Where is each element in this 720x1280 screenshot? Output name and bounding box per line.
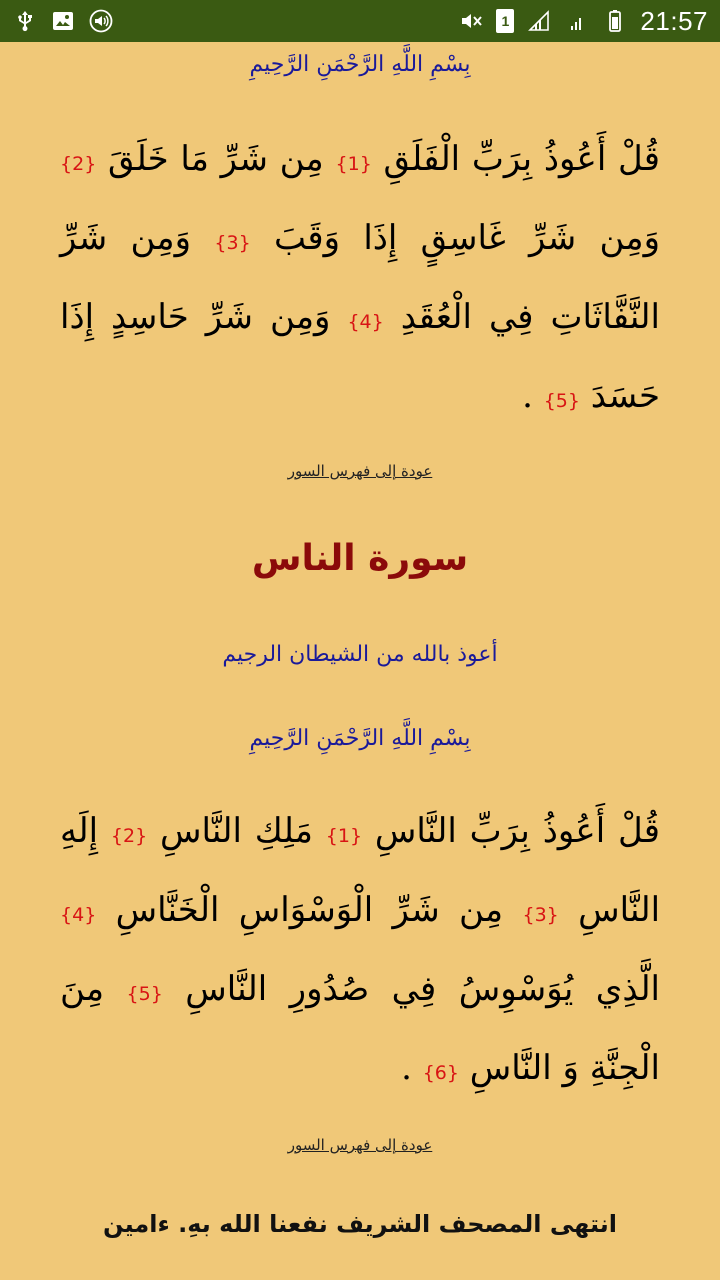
ayah-text: مِنَ الْجِنَّةِ وَ النَّاسِ — [60, 969, 660, 1088]
back-to-index-label[interactable]: عودة إلى فهرس السور — [287, 1136, 433, 1154]
basmala-falaq: بِسْمِ اللَّهِ الرَّحْمَنِ الرَّحِيمِ — [249, 52, 471, 77]
ayah-number: {3} — [522, 904, 559, 926]
ayah-number: {1} — [325, 825, 363, 847]
volume-icon — [88, 8, 114, 34]
basmala-nas: بِسْمِ اللَّهِ الرَّحْمَنِ الرَّحِيمِ — [249, 726, 471, 751]
ayah-text: وَمِن شَرِّ النَّفَّاثَاتِ فِي الْعُقَدِ — [60, 218, 660, 337]
usb-debug-icon — [12, 8, 38, 34]
ayah-number: {4} — [60, 904, 97, 926]
mute-icon — [458, 8, 484, 34]
ayah-number: {3} — [214, 232, 251, 254]
ayah-text: إِلَهِ النَّاسِ — [60, 811, 661, 930]
status-bar-right — [458, 6, 708, 37]
back-to-index-label[interactable]: عودة إلى فهرس السور — [287, 462, 433, 480]
ayah-number: {1} — [335, 153, 372, 175]
ayah-text: وَمِن شَرِّ غَاسِقٍ إِذَا وَقَبَ — [273, 218, 660, 258]
ayat-nas — [60, 794, 660, 1110]
ayah-number: {2} — [110, 825, 148, 847]
closing-text: انتهى المصحف الشريف نفعنا الله بهِ. ءامين — [103, 1210, 617, 1238]
status-bar-left — [12, 8, 114, 34]
ayah-number: {6} — [422, 1062, 459, 1084]
ayah-number: {5} — [126, 983, 163, 1005]
ayah-text: مِن شَرِّ مَا خَلَقَ — [108, 139, 324, 179]
ayah-text: مَلِكِ النَّاسِ — [160, 811, 313, 851]
sim-icon: 1 — [496, 9, 514, 33]
ayah-text: قُلْ أَعُوذُ بِرَبِّ الْفَلَقِ — [383, 139, 660, 179]
ayah-text: قُلْ أَعُوذُ بِرَبِّ النَّاسِ — [374, 811, 660, 851]
ayah-text: الَّذِي يُوَسْوِسُ فِي صُدُورِ النَّاسِ — [185, 969, 660, 1009]
back-to-index-link[interactable] — [0, 462, 720, 480]
ayat-falaq — [60, 122, 660, 438]
ayah-number: {4} — [347, 311, 384, 333]
ayah-text: وَمِن شَرِّ حَاسِدٍ إِذَا حَسَدَ — [60, 297, 660, 416]
ayah-number: {2} — [60, 153, 97, 175]
signal-icon — [526, 8, 552, 34]
status-bar — [0, 0, 720, 42]
battery-icon — [602, 8, 628, 34]
back-to-index-link[interactable] — [0, 1136, 720, 1154]
end-mark: . — [522, 376, 533, 416]
ayah-text: مِن شَرِّ الْوَسْوَاسِ الْخَنَّاسِ — [115, 890, 504, 930]
surah-title: سورة الناس — [251, 538, 469, 579]
image-icon — [50, 8, 76, 34]
status-time: 21:57 — [640, 5, 708, 36]
istiadha: أعوذ بالله من الشيطان الرجيم — [222, 642, 498, 667]
ayah-number: {5} — [543, 390, 580, 412]
signal-icon-2 — [564, 8, 590, 34]
end-mark: . — [401, 1048, 412, 1088]
